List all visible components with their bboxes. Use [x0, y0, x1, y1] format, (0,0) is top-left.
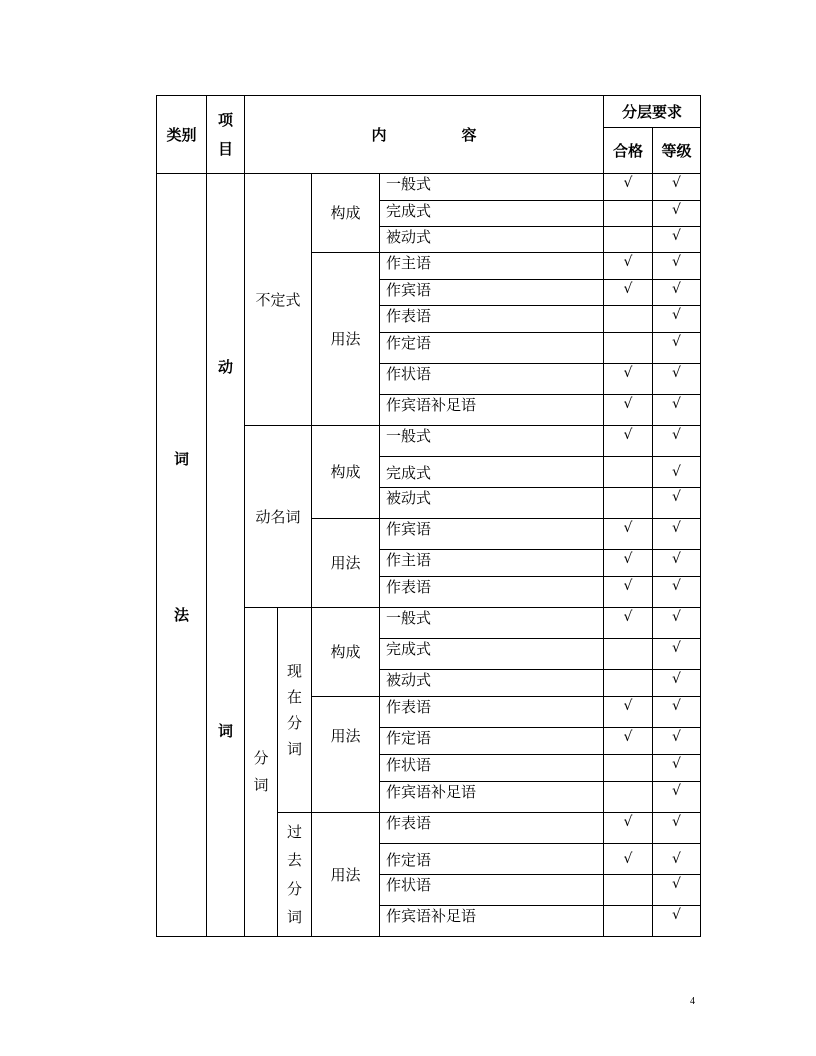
pass-mark: √ [604, 608, 653, 639]
item-cell [207, 174, 245, 937]
item-part1: 动 [217, 358, 233, 376]
content-cell: 作宾语补足语 [380, 906, 604, 937]
pass-mark: √ [604, 519, 653, 550]
content-cell: 被动式 [380, 227, 604, 253]
header-category: 类别 [157, 96, 207, 174]
content-cell: 作主语 [380, 253, 604, 280]
grade-mark: √ [653, 333, 701, 364]
grade-mark: √ [653, 755, 701, 782]
grade-mark: √ [653, 426, 701, 457]
grade-mark: √ [653, 519, 701, 550]
grade-mark: √ [653, 906, 701, 937]
header-grade: 等级 [653, 128, 701, 174]
grade-mark: √ [653, 639, 701, 670]
pass-mark [604, 875, 653, 906]
content-cell: 被动式 [380, 488, 604, 519]
grade-mark: √ [653, 174, 701, 201]
pass-mark: √ [604, 697, 653, 728]
group-infinitive: 不定式 [245, 174, 312, 426]
grade-mark: √ [653, 227, 701, 253]
pass-mark [604, 670, 653, 697]
grade-mark: √ [653, 728, 701, 755]
pass-mark: √ [604, 550, 653, 577]
category-cell [157, 174, 207, 937]
grade-mark: √ [653, 844, 701, 875]
gerund-form: 构成 [312, 426, 380, 519]
category-part2: 法 [173, 606, 189, 624]
content-cell: 完成式 [380, 457, 604, 488]
content-cell: 作状语 [380, 364, 604, 395]
gerund-usage: 用法 [312, 519, 380, 608]
pass-mark [604, 457, 653, 488]
infinitive-usage: 用法 [312, 253, 380, 426]
pass-mark [604, 639, 653, 670]
content-cell: 作宾语 [380, 280, 604, 306]
grade-mark: √ [653, 697, 701, 728]
content-cell: 作宾语 [380, 519, 604, 550]
pass-mark: √ [604, 253, 653, 280]
grade-mark: √ [653, 306, 701, 333]
grade-mark: √ [653, 253, 701, 280]
header-requirement: 分层要求 [604, 96, 701, 128]
infinitive-form: 构成 [312, 174, 380, 253]
pass-mark [604, 306, 653, 333]
content-cell: 完成式 [380, 639, 604, 670]
grade-mark: √ [653, 670, 701, 697]
past-usage: 用法 [312, 813, 380, 937]
pass-mark [604, 227, 653, 253]
grade-mark: √ [653, 577, 701, 608]
pass-mark [604, 755, 653, 782]
pass-mark: √ [604, 426, 653, 457]
page-number: 4 [690, 996, 695, 1007]
header-content: 内 容 [245, 96, 604, 174]
pass-mark: √ [604, 577, 653, 608]
pass-mark [604, 201, 653, 227]
grade-mark: √ [653, 201, 701, 227]
content-cell: 作表语 [380, 697, 604, 728]
header-pass: 合格 [604, 128, 653, 174]
item-part2: 词 [217, 722, 233, 740]
pass-mark: √ [604, 813, 653, 844]
grammar-requirements-table [156, 95, 701, 937]
grade-mark: √ [653, 395, 701, 426]
grade-mark: √ [653, 608, 701, 639]
pass-mark [604, 488, 653, 519]
content-cell: 被动式 [380, 670, 604, 697]
content-cell: 一般式 [380, 608, 604, 639]
grade-mark: √ [653, 875, 701, 906]
group-present-participle: 现在分词 [278, 608, 312, 813]
grade-mark: √ [653, 280, 701, 306]
content-cell: 作表语 [380, 306, 604, 333]
group-gerund: 动名词 [245, 426, 312, 608]
content-cell: 作状语 [380, 755, 604, 782]
pass-mark: √ [604, 174, 653, 201]
pass-mark: √ [604, 844, 653, 875]
grade-mark: √ [653, 457, 701, 488]
pass-mark: √ [604, 280, 653, 306]
content-cell: 作宾语补足语 [380, 395, 604, 426]
content-cell: 作表语 [380, 813, 604, 844]
pass-mark [604, 906, 653, 937]
grade-mark: √ [653, 364, 701, 395]
content-cell: 作定语 [380, 844, 604, 875]
content-cell: 作宾语补足语 [380, 782, 604, 813]
content-cell: 作主语 [380, 550, 604, 577]
present-form: 构成 [312, 608, 380, 697]
group-past-participle: 过去分词 [278, 813, 312, 937]
content-cell: 作状语 [380, 875, 604, 906]
grade-mark: √ [653, 782, 701, 813]
grade-mark: √ [653, 550, 701, 577]
content-cell: 完成式 [380, 201, 604, 227]
content-cell: 一般式 [380, 426, 604, 457]
content-cell: 作表语 [380, 577, 604, 608]
pass-mark: √ [604, 728, 653, 755]
grade-mark: √ [653, 813, 701, 844]
content-cell: 作定语 [380, 333, 604, 364]
present-usage: 用法 [312, 697, 380, 813]
group-participle: 分词 [245, 608, 278, 937]
grade-mark: √ [653, 488, 701, 519]
pass-mark: √ [604, 364, 653, 395]
content-cell: 作定语 [380, 728, 604, 755]
category-part1: 词 [173, 450, 189, 468]
pass-mark [604, 782, 653, 813]
content-cell: 一般式 [380, 174, 604, 201]
pass-mark [604, 333, 653, 364]
pass-mark: √ [604, 395, 653, 426]
header-item: 项目 [207, 96, 245, 174]
